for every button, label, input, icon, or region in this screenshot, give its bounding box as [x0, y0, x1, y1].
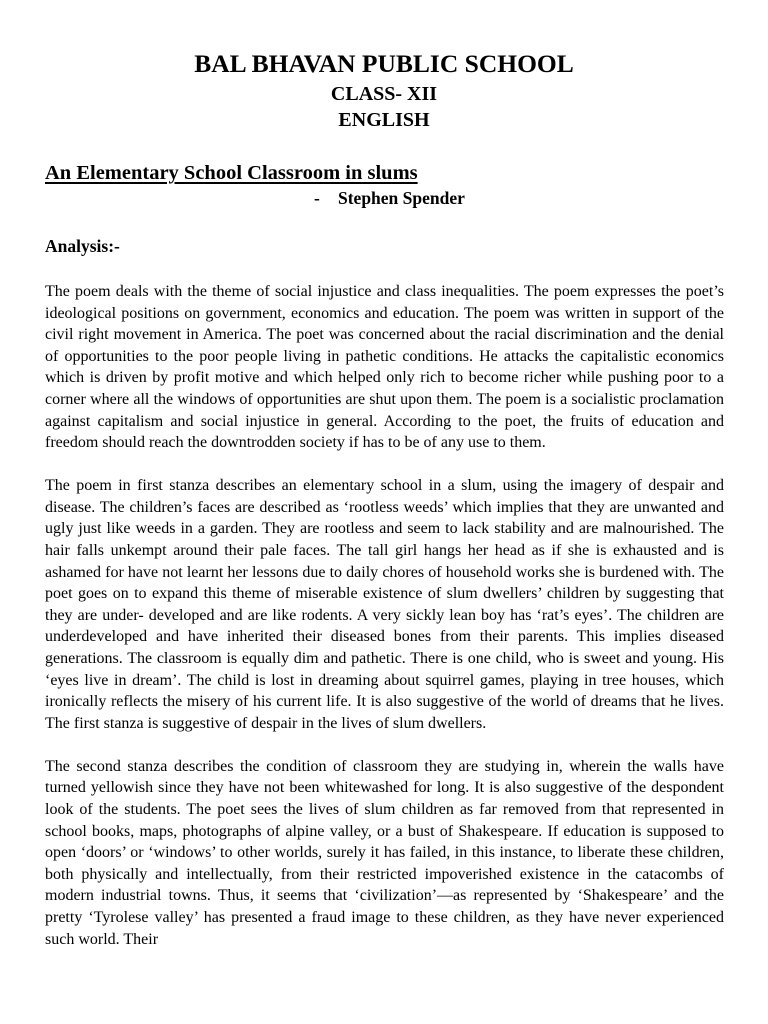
analysis-heading: Analysis:-: [45, 236, 120, 256]
school-title: BAL BHAVAN PUBLIC SCHOOL: [194, 49, 574, 78]
subject-label: ENGLISH: [338, 109, 430, 131]
analysis-paragraph-2: The poem in first stanza describes an elementary school in a slum, using the imagery of despair and disease. The children’s faces are described as ‘rootless weeds’ which implies that they are unwanted and ugly just like weeds in a garden. They are rootless and seem to lack stability and are malnourished. The hair falls unkempt around their pale faces. The tall girl hangs her head as if she is exhausted and is ashamed for have not learnt her lessons due to daily chores of household works she is burdened with. The poet goes on to expand this theme of miserable existence of slum dwellers’ children by suggesting that they are under- developed and are like rodents. A very sickly lean boy has ‘rat’s eyes’. The children are underdeveloped and have inherited their diseased bones from their parents. This implies diseased generations. The classroom is equally dim and pathetic. There is one child, who is sweet and young. His ‘eyes live in dream’. The child is lost in dreaming about squirrel games, playing in tree houses, which ironically reflects the misery of his current life. It is also suggestive of the world of dreams that he lives. The first stanza is suggestive of despair in the lives of slum dwellers.: [45, 477, 724, 732]
author-name: Stephen Spender: [338, 188, 465, 208]
analysis-body: [45, 281, 724, 972]
poem-title: An Elementary School Classroom in slums: [45, 162, 418, 184]
class-label: CLASS- XII: [330, 83, 438, 105]
analysis-paragraph-3: The second stanza describes the condition of classroom they are studying in, wherein the walls have turned yellowish since they have not been whitewashed for long. It is also suggestive of the despondent look of the students. The poet sees the lives of slum children as far removed from that represented in school books, maps, photographs of alpine valley, or a bust of Shakespeare. If education is supposed to open ‘doors’ or ‘windows’ to other worlds, surely it has failed, in this instance, to liberate these children, both physically and intellectually, from their restricted impoverished existence in the catacombs of modern industrial towns. Thus, it seems that ‘civilization’—as represented by ‘Shakespeare’ and the pretty ‘Tyrolese valley’ has presented a fraud image to these children, as they have never experienced such world. Their: [45, 757, 724, 948]
author-line: [314, 186, 465, 210]
analysis-paragraph-1: The poem deals with the theme of social injustice and class inequalities. The poem expresses the poet’s ideological positions on government, economics and education. The poem was written in support of the civil right movement in America. The poet was concerned about the racial discrimination and the denial of opportunities to the poor people living in pathetic conditions. He attacks the capitalistic economics which is driven by profit motive and which helped only rich to become richer while pushing poor to a corner where all the windows of opportunities are shut upon them. The poem is a socialistic proclamation against capitalism and social injustice in general. According to the poet, the fruits of education and freedom should reach the downtrodden society if has to be of any use to them.: [45, 283, 724, 452]
author-dash: -: [314, 188, 320, 208]
